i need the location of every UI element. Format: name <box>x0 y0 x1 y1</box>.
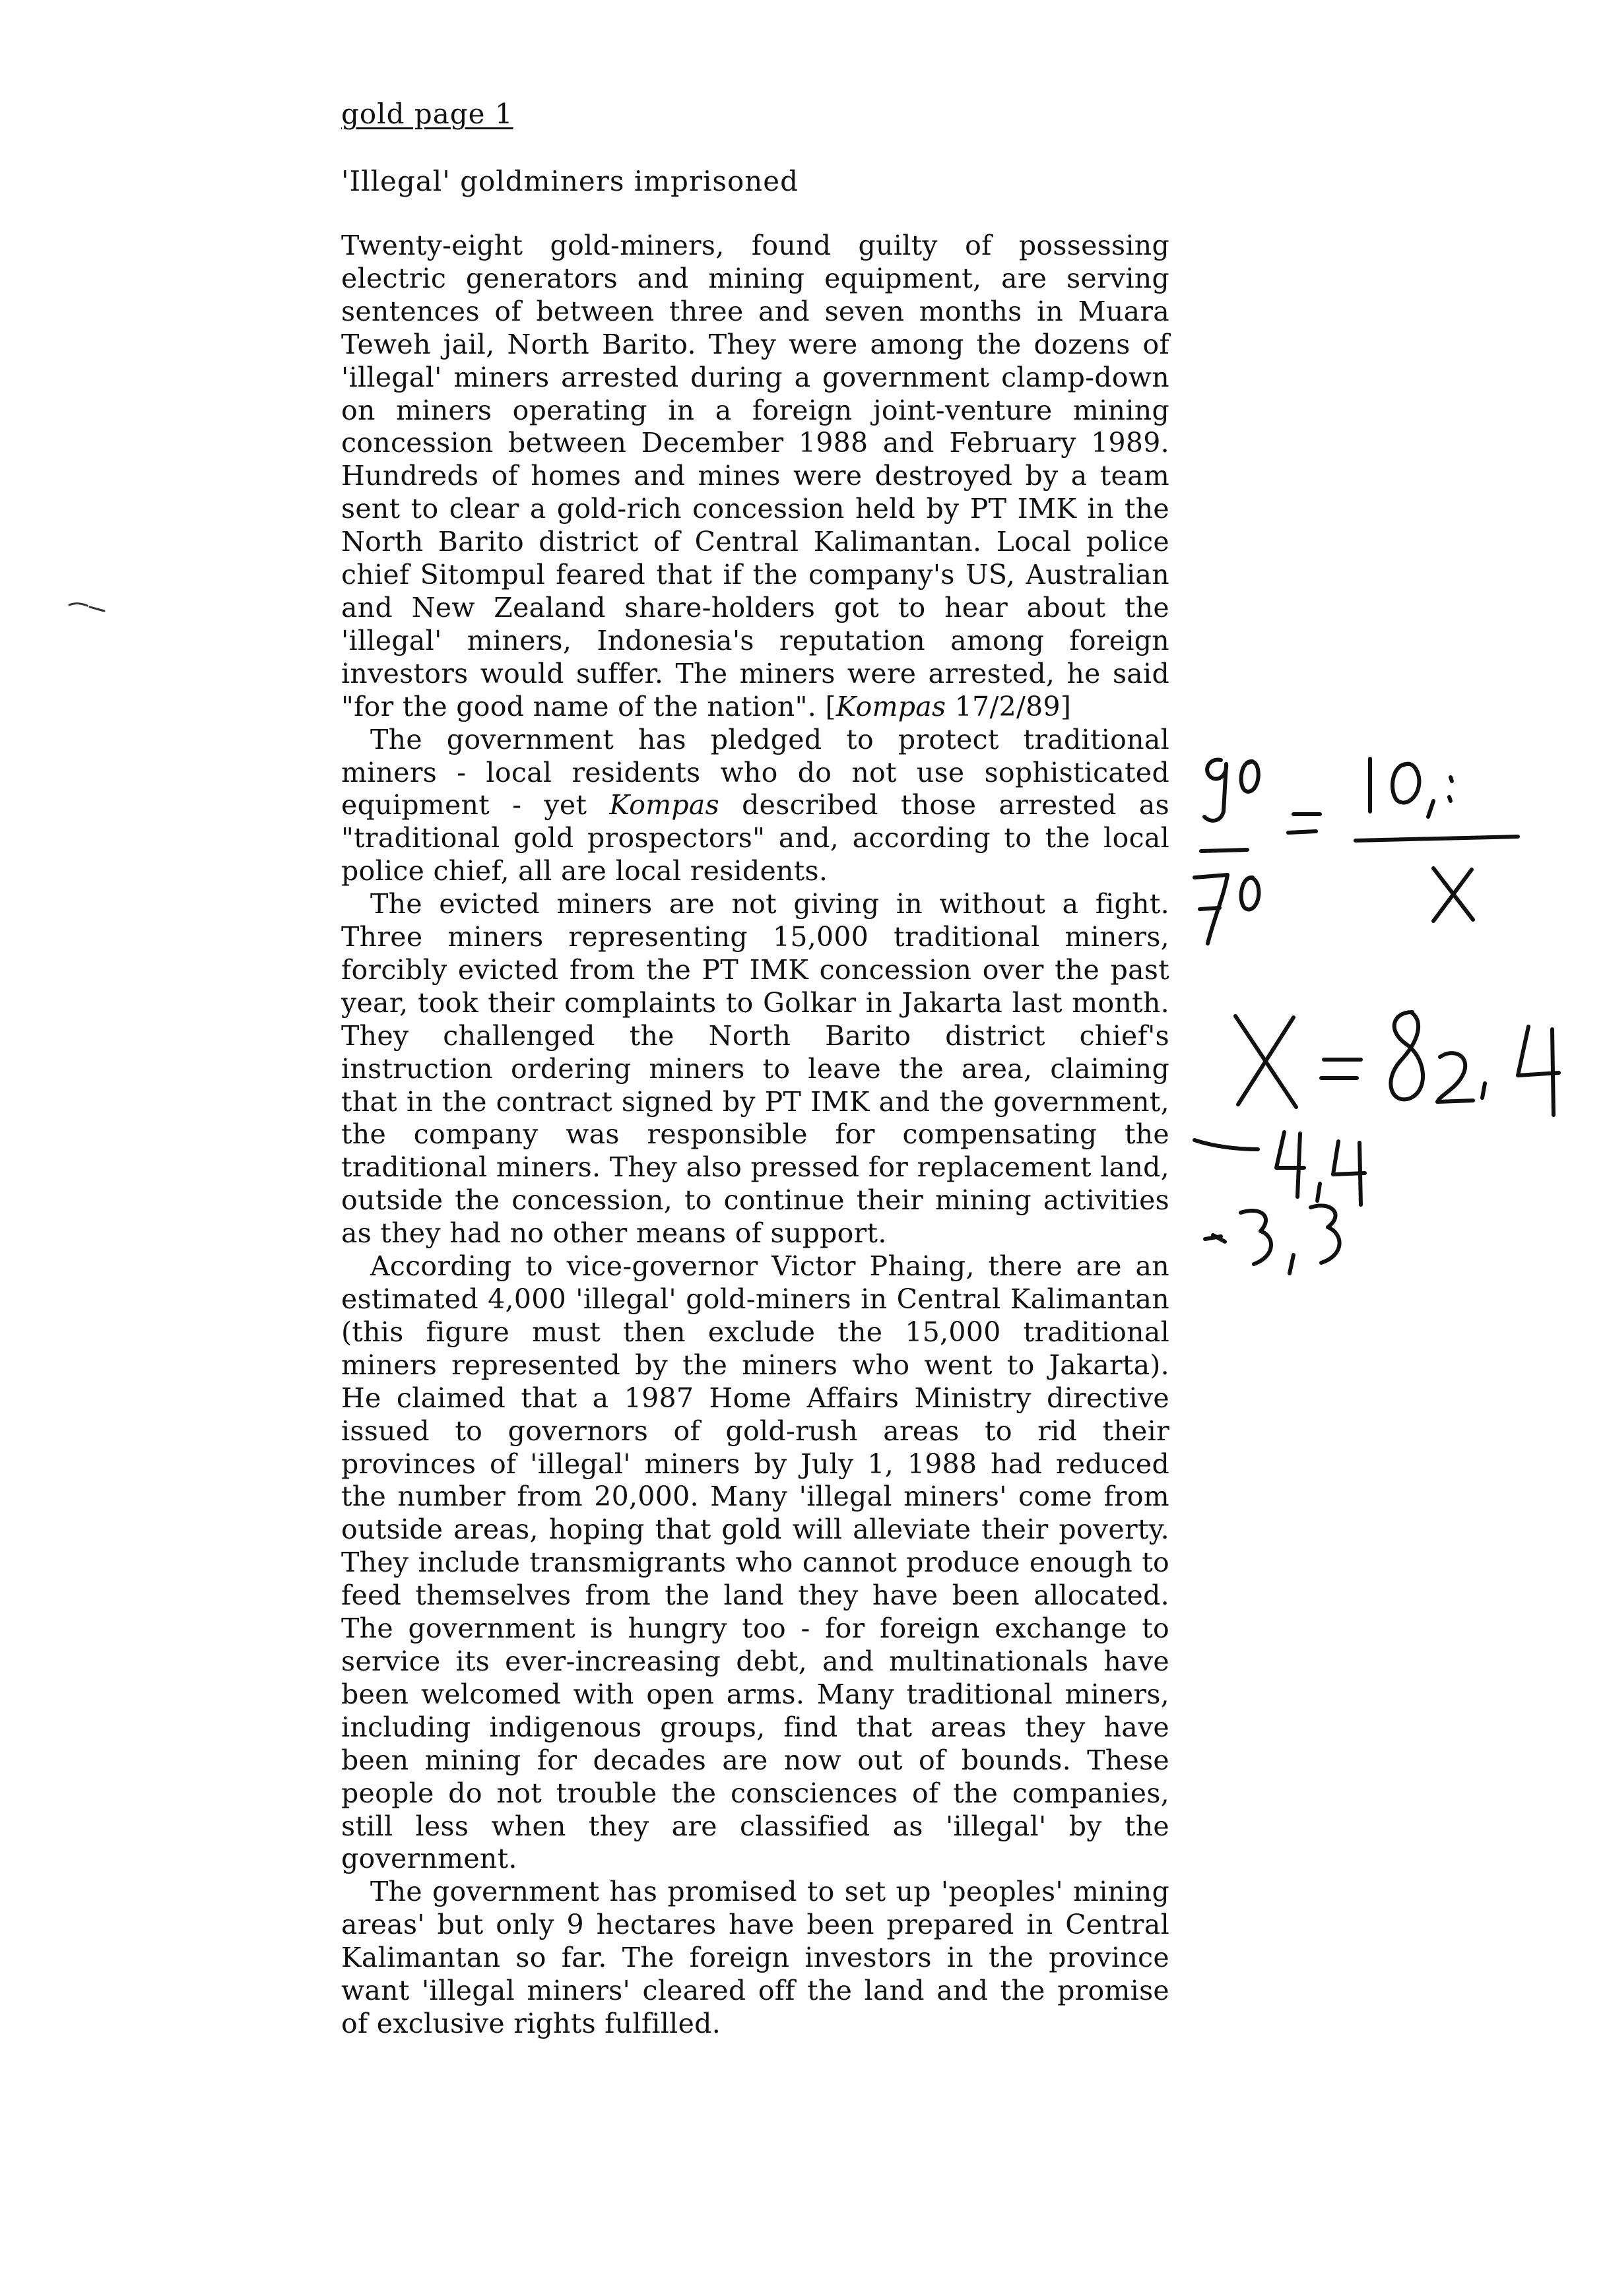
margin-pen-mark <box>66 597 119 617</box>
hw-result <box>1235 1012 1559 1115</box>
paragraph-text: The government has pledged to protect traditional miners - local residents who do not use sophisticated equipment - yet <box>341 723 1169 821</box>
publication-name: Kompas <box>609 789 719 821</box>
paragraph-text: According to vice-governor Victor Phaing, there are an estimated 4,000 'illegal' gold-miners in Central Kalimantan (this figure must then exclude the 15,000 traditional miners represented by the miners who went to Jakarta). He claimed that a 1987 Home Affairs Ministry directive issued to governors of gold-rush areas to rid their provinces of 'illegal' miners by July 1, 1988 had reduced the number from 20,000. Many 'illegal miners' come from outside areas, hoping that gold will alleviate their poverty. They include transmigrants who cannot produce enough to feed themselves from the land they have been allocated. The government is hungry too - for foreign exchange to service its ever-increasing debt, and multinationals have been welcomed with open arms. Many traditional miners, including indigenous groups, find that areas they have been mining for decades are now out of bounds. These people do not trouble the consciences of the companies, still less when they are classified as 'illegal' by the government. <box>341 1250 1169 1875</box>
hw-equals-1 <box>1288 814 1320 833</box>
hw-numerator-right <box>1370 759 1452 817</box>
hw-line-2 <box>1205 1205 1340 1273</box>
hw-line-1 <box>1195 1132 1365 1205</box>
paragraph-text: The evicted miners are not giving in without a fight. Three miners representing 15,000 traditional miners, forcibly evicted from the PT IMK concession over the past year, took their complaints to Golkar in Jakarta last month. They challenged the North Barito district chief's instruction ordering miners to leave the area, claiming that in the contract signed by PT IMK and the government, the company was responsible for compensating the traditional miners. They also pressed for replacement land, outside the concession, to continue their mining activities as they had no other means of support. <box>341 888 1169 1250</box>
paragraph-text: The government has promised to set up 'peoples' mining areas' but only 9 hectares have been prepared in Central Kalimantan so far. The foreign investors in the province want 'illegal miners' cleared off the land and the promise of exclusive rights fulfilled. <box>341 1876 1169 2039</box>
paragraph-text: 17/2/89] <box>946 690 1072 722</box>
page-header: gold page 1 <box>341 98 513 130</box>
hw-fraction-bar-right <box>1356 837 1518 841</box>
article-title: 'Illegal' goldminers imprisoned <box>341 165 799 197</box>
hw-numerator-left <box>1204 759 1259 820</box>
handwritten-calculation <box>1175 746 1597 1379</box>
paragraph-text: Twenty-eight gold-miners, found guilty of possessing electric generators and mining equipment, are serving sentences of between three and seven months in Muara Teweh jail, North Barito. They were among the dozens of 'illegal' miners arrested during a government clamp-down on miners operating in a foreign joint-venture mining concession between December 1988 and February 1989. Hundreds of homes and mines were destroyed by a team sent to clear a gold-rich concession held by PT IMK in the North Barito district of Central Kalimantan. Local police chief Sitompul feared that if the company's US, Australian and New Zealand share-holders got to hear about the 'illegal' miners, Indonesia's reputation among foreign investors would suffer. The miners were arrested, he said "for the good name of the nation". [ <box>341 230 1169 722</box>
paragraph <box>341 1250 1169 1876</box>
article-body <box>341 230 1169 2041</box>
hw-denominator-left <box>1195 875 1259 943</box>
publication-name: Kompas <box>835 690 946 722</box>
hw-denominator-right <box>1433 868 1473 921</box>
paragraph <box>341 724 1169 889</box>
paragraph <box>341 1876 1169 2041</box>
paragraph <box>341 230 1169 724</box>
hw-fraction-bar-left <box>1201 850 1247 851</box>
paragraph-text: described those arrested as "traditional gold prospectors" and, according to the local police chief, all are local residents. <box>341 789 1170 887</box>
paragraph <box>341 888 1169 1250</box>
